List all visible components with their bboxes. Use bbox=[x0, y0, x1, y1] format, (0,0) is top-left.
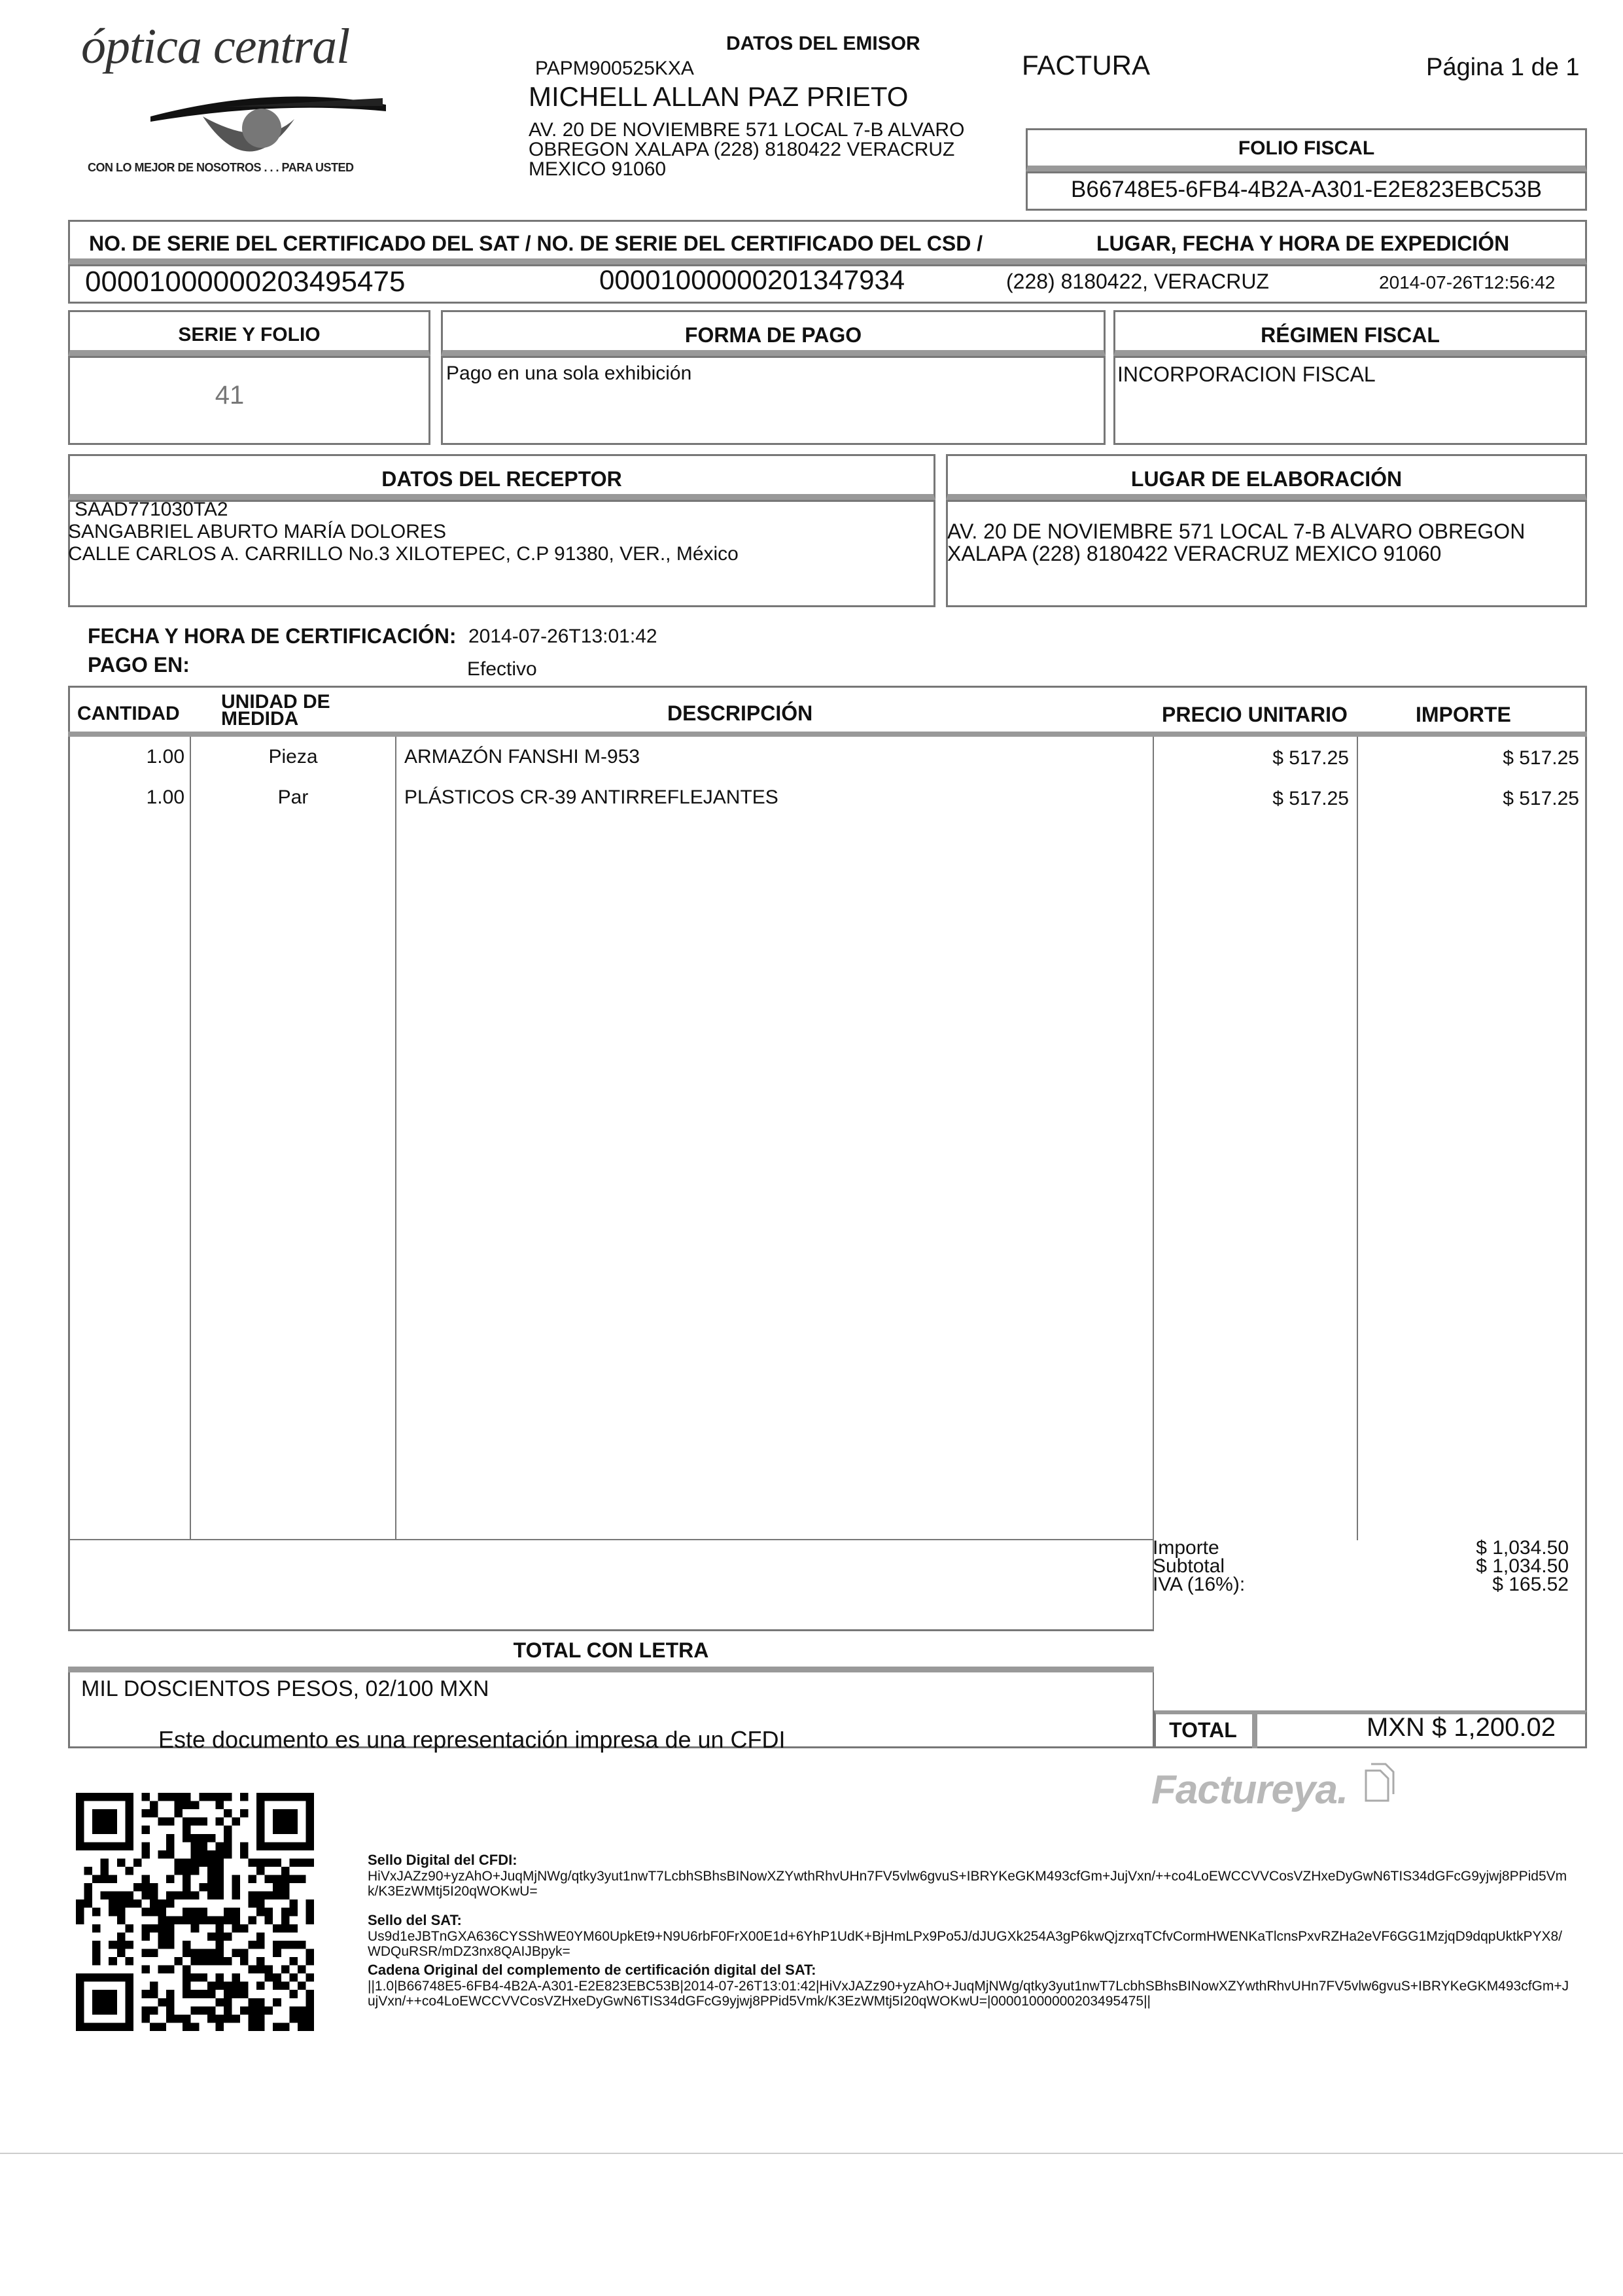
eye-swoosh-icon bbox=[79, 71, 406, 169]
forma-pago-header: FORMA DE PAGO bbox=[441, 310, 1106, 356]
subtotal-label: Subtotal bbox=[1153, 1555, 1225, 1577]
table-row-2-unidad: Par bbox=[277, 786, 309, 808]
csd-certificate-number: 00001000000201347934 bbox=[599, 264, 905, 295]
provider-logo bbox=[1151, 1767, 1348, 1813]
table-row-2-importe: $ 517.25 bbox=[1503, 788, 1579, 809]
table-row-1-importe: $ 517.25 bbox=[1503, 747, 1579, 769]
column-importe-header: IMPORTE bbox=[1416, 703, 1511, 726]
receptor-address: CALLE CARLOS A. CARRILLO No.3 XILOTEPEC, C.P 91380, VER., México bbox=[68, 543, 739, 565]
issuer-heading: DATOS DEL EMISOR bbox=[726, 33, 920, 54]
table-row-2-cantidad: 1.00 bbox=[146, 786, 184, 808]
logo-tagline: CON LO MEJOR DE NOSOTROS . . . PARA USTED bbox=[88, 161, 354, 174]
regimen-fiscal-header: RÉGIMEN FISCAL bbox=[1113, 310, 1587, 356]
table-row-1-cantidad: 1.00 bbox=[146, 746, 184, 768]
certificacion-label: FECHA Y HORA DE CERTIFICACIÓN: bbox=[88, 624, 457, 648]
page-number: Página 1 de 1 bbox=[1426, 54, 1580, 81]
column-precio-header: PRECIO UNITARIO bbox=[1162, 703, 1348, 726]
issue-datetime: 2014-07-26T12:56:42 bbox=[1379, 272, 1556, 292]
sello-cfdi-label: Sello Digital del CFDI: bbox=[368, 1852, 517, 1868]
table-row-1-unidad: Pieza bbox=[268, 746, 318, 768]
importe-label: Importe bbox=[1153, 1537, 1219, 1559]
company-logo bbox=[79, 18, 406, 182]
serie-folio-header: SERIE Y FOLIO bbox=[68, 310, 430, 356]
table-row-2-descripcion: PLÁSTICOS CR-39 ANTIRREFLEJANTES bbox=[404, 786, 778, 808]
issue-place: (228) 8180422, VERACRUZ bbox=[1006, 270, 1269, 293]
cadena-original-label: Cadena Original del complemento de certificación digital del SAT: bbox=[368, 1962, 816, 1978]
receptor-rfc: SAAD771030TA2 bbox=[75, 499, 228, 520]
total-letra-header: TOTAL CON LETRA bbox=[68, 1629, 1154, 1672]
column-descripcion-header: DESCRIPCIÓN bbox=[667, 701, 813, 725]
column-cantidad-header: CANTIDAD bbox=[77, 703, 180, 724]
folio-fiscal-header: FOLIO FISCAL bbox=[1026, 128, 1587, 171]
column-divider bbox=[1357, 737, 1358, 1540]
serie-folio-value: 41 bbox=[215, 381, 245, 410]
seals-block bbox=[368, 1852, 1573, 2009]
column-unidad-header-line2: MEDIDA bbox=[221, 708, 299, 730]
sello-sat-label: Sello del SAT: bbox=[368, 1912, 462, 1928]
cadena-original-value: ||1.0|B66748E5-6FB4-4B2A-A301-E2E823EBC53B|2014-07-26T13:01:42|HiVxJAZz90+yzAhO+JuqMjNWg/qtky3yut1nwT7LcbhSBhsBINowXZYwthRhvUHn7FV5vlw6gvuS+IBRYKeGKM493cfGm+JujVxn/++co4LoEWCCVVCosVZHxeDyGwN6TIS34dGFcG9yjwj8PPid5Vmk/K3EzWMtj5I20qWOKwU=|00001000000203495475|| bbox=[368, 1979, 1569, 2009]
items-table-header-bar bbox=[68, 732, 1587, 737]
table-row-1-descripcion: ARMAZÓN FANSHI M-953 bbox=[404, 746, 640, 768]
subtotal-value: $ 1,034.50 bbox=[1476, 1555, 1569, 1577]
items-bottom-rule bbox=[68, 1539, 1154, 1540]
provider-name: Factureya. bbox=[1151, 1767, 1348, 1812]
sat-certificate-number: 00001000000203495475 bbox=[85, 266, 406, 298]
elaboracion-header: LUGAR DE ELABORACIÓN bbox=[946, 454, 1587, 500]
issuer-name: MICHELL ALLAN PAZ PRIETO bbox=[529, 81, 909, 112]
elaboracion-line2: XALAPA (228) 8180422 VERACRUZ MEXICO 91060 bbox=[947, 542, 1442, 565]
items-table bbox=[68, 686, 1587, 1748]
elaboracion-line1: AV. 20 DE NOVIEMBRE 571 LOCAL 7-B ALVARO OBREGON bbox=[947, 520, 1526, 543]
issuer-rfc: PAPM900525KXA bbox=[535, 58, 694, 79]
certificates-header: NO. DE SERIE DEL CERTIFICADO DEL SAT / NO. DE SERIE DEL CERTIFICADO DEL CSD / bbox=[89, 232, 983, 255]
table-row-1-precio: $ 517.25 bbox=[1272, 747, 1349, 769]
column-divider bbox=[1153, 737, 1154, 1748]
total-value: MXN $ 1,200.02 bbox=[1366, 1713, 1556, 1742]
receptor-header: DATOS DEL RECEPTOR bbox=[68, 454, 935, 500]
pago-en-value: Efectivo bbox=[467, 658, 537, 680]
cfdi-representation-note: Este documento es una representación impresa de un CFDI bbox=[158, 1726, 786, 1753]
folio-fiscal-value: B66748E5-6FB4-4B2A-A301-E2E823EBC53B bbox=[1071, 177, 1542, 202]
issuer-address-line1: AV. 20 DE NOVIEMBRE 571 LOCAL 7-B ALVARO bbox=[529, 119, 965, 141]
regimen-fiscal-value: INCORPORACION FISCAL bbox=[1117, 362, 1376, 386]
sello-sat-value: Us9d1eJBTnGXA636CYSShWE0YM60UpkEt9+N9U6rbF0FrX00E1d+6YhP1UdK+BjHmLPx9Po5J/dJUGXk254A3gP6kwQjzrxqTCfvCormHWENKaTlcnsPxvRZHa2eVF6GG1MzjqD9dqpUktkPYX8/WDQuRSR/mDZ3nx8QAIJBpyk= bbox=[368, 1929, 1562, 1959]
forma-pago-value: Pago en una sola exhibición bbox=[446, 362, 692, 384]
document-type: FACTURA bbox=[1022, 50, 1151, 80]
issuer-address-line2: OBREGON XALAPA (228) 8180422 VERACRUZ bbox=[529, 139, 955, 160]
receptor-name: SANGABRIEL ABURTO MARÍA DOLORES bbox=[68, 521, 446, 542]
total-letra-value: MIL DOSCIENTOS PESOS, 02/100 MXN bbox=[81, 1676, 489, 1701]
iva-label: IVA (16%): bbox=[1153, 1574, 1246, 1595]
pago-en-label: PAGO EN: bbox=[88, 653, 190, 677]
issuer-address-line3: MEXICO 91060 bbox=[529, 158, 667, 180]
table-row-2-precio: $ 517.25 bbox=[1272, 788, 1349, 809]
importe-value: $ 1,034.50 bbox=[1476, 1537, 1569, 1559]
column-divider bbox=[395, 737, 396, 1540]
sello-cfdi-value: HiVxJAZz90+yzAhO+JuqMjNWg/qtky3yut1nwT7LcbhSBhsBINowXZYwthRhvUHn7FV5vlw6gvuS+IBRYKeGKM493cfGm+JujVxn/++co4LoEWCCVVCosVZHxeDyGwN6TIS34dGFcG9yjwj8PPid5Vmk/K3EzWMtj5I20qWOKwU= bbox=[368, 1869, 1567, 1899]
certificacion-value: 2014-07-26T13:01:42 bbox=[468, 626, 657, 647]
iva-value: $ 165.52 bbox=[1492, 1574, 1569, 1595]
total-divider bbox=[1252, 1713, 1257, 1748]
qr-code bbox=[76, 1793, 314, 2031]
column-divider bbox=[190, 737, 191, 1540]
scan-edge-line bbox=[0, 2153, 1623, 2154]
logo-brand: óptica central bbox=[81, 19, 350, 74]
document-icon bbox=[1361, 1761, 1397, 1803]
place-date-header: LUGAR, FECHA Y HORA DE EXPEDICIÓN bbox=[1096, 232, 1510, 255]
total-label: TOTAL bbox=[1169, 1718, 1237, 1742]
column-unidad-header-line1: UNIDAD DE bbox=[221, 691, 330, 713]
